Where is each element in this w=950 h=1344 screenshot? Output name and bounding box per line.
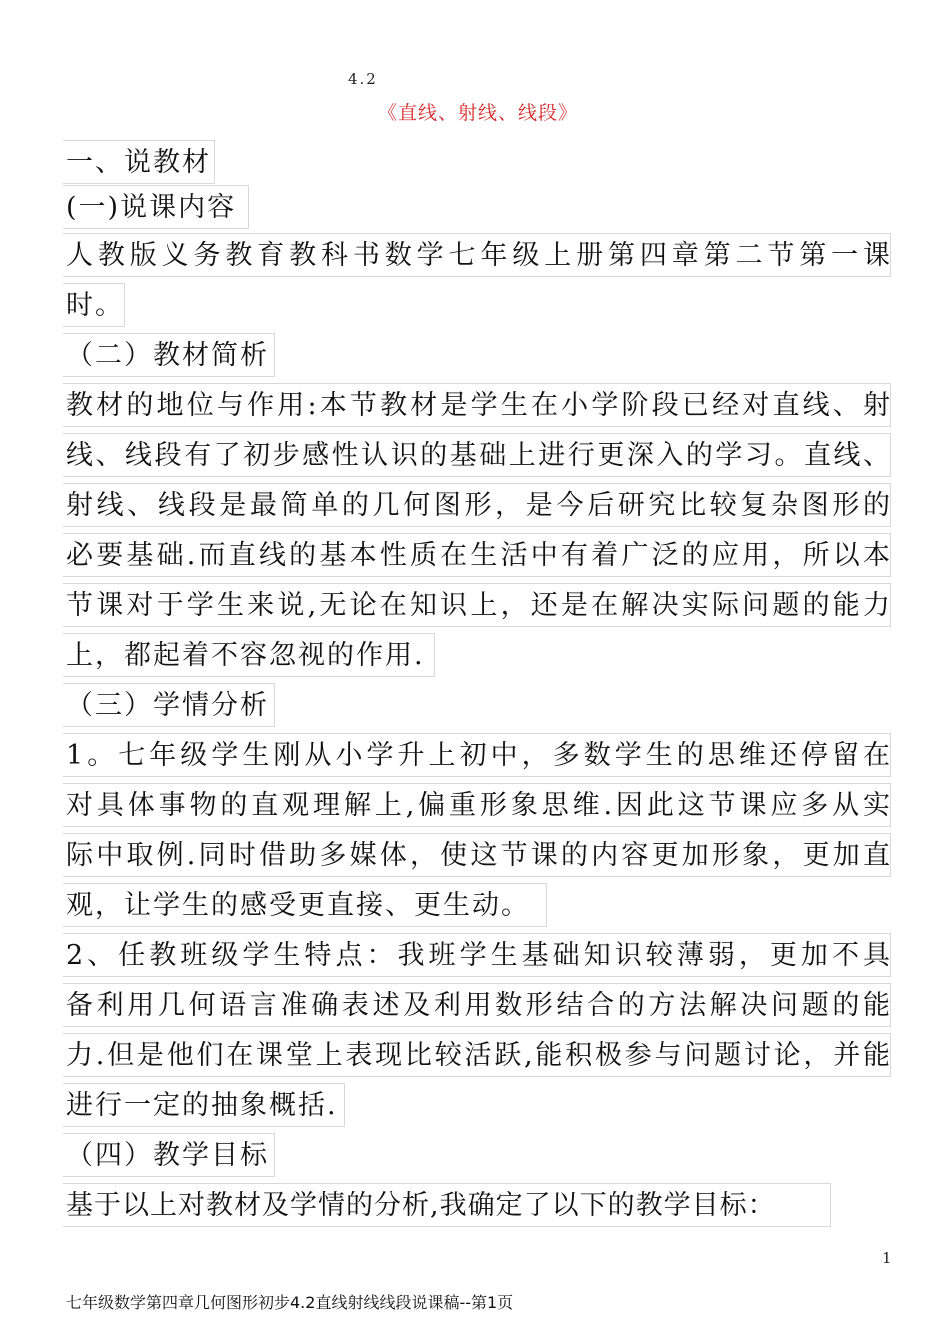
analysis-line-4: 必要基础.而直线的基本性质在生活中有着广泛的应用，所以本 bbox=[63, 533, 891, 577]
section-number: 4.2 bbox=[348, 70, 378, 88]
students-2-line-4: 进行一定的抽象概括. bbox=[63, 1083, 345, 1127]
heading-shuo-jiaocai: 一、说教材 bbox=[63, 140, 215, 184]
students-1-line-4: 观，让学生的感受更直接、更生动。 bbox=[63, 883, 547, 927]
heading-content: (一)说课内容 bbox=[63, 185, 249, 229]
content-line-1: 人教版义务教育教科书数学七年级上册第四章第二节第一课 bbox=[63, 233, 891, 277]
page-footer: 七年级数学第四章几何图形初步4.2直线射线线段说课稿--第1页 bbox=[66, 1293, 514, 1312]
analysis-line-3: 射线、线段是最简单的几何图形，是今后研究比较复杂图形的 bbox=[63, 483, 891, 527]
analysis-line-2: 线、线段有了初步感性认识的基础上进行更深入的学习。直线、 bbox=[63, 433, 891, 477]
students-2-line-2: 备利用几何语言准确表述及利用数形结合的方法解决问题的能 bbox=[63, 983, 891, 1027]
students-1-line-2: 对具体事物的直观理解上,偏重形象思维.因此这节课应多从实 bbox=[63, 783, 891, 827]
document-title: 《直线、射线、线段》 bbox=[378, 102, 579, 124]
students-2-line-1: 2、任教班级学生特点：我班学生基础知识较薄弱，更加不具 bbox=[63, 933, 891, 977]
heading-analysis: （二）教材简析 bbox=[63, 333, 275, 377]
analysis-line-5: 节课对于学生来说,无论在知识上，还是在解决实际问题的能力 bbox=[63, 583, 891, 627]
page-number: 1 bbox=[882, 1249, 892, 1267]
content-line-2: 时。 bbox=[63, 283, 125, 327]
heading-goals: （四）教学目标 bbox=[63, 1133, 275, 1177]
goals-line-1: 基于以上对教材及学情的分析,我确定了以下的教学目标： bbox=[63, 1183, 831, 1227]
heading-students: （三）学情分析 bbox=[63, 683, 275, 727]
students-2-line-3: 力.但是他们在课堂上表现比较活跃,能积极参与问题讨论，并能 bbox=[63, 1033, 891, 1077]
analysis-line-6: 上，都起着不容忽视的作用. bbox=[63, 633, 435, 677]
students-1-line-1: 1。七年级学生刚从小学升上初中，多数学生的思维还停留在 bbox=[63, 733, 891, 777]
analysis-line-1: 教材的地位与作用:本节教材是学生在小学阶段已经对直线、射 bbox=[63, 383, 891, 427]
students-1-line-3: 际中取例.同时借助多媒体，使这节课的内容更加形象，更加直 bbox=[63, 833, 891, 877]
